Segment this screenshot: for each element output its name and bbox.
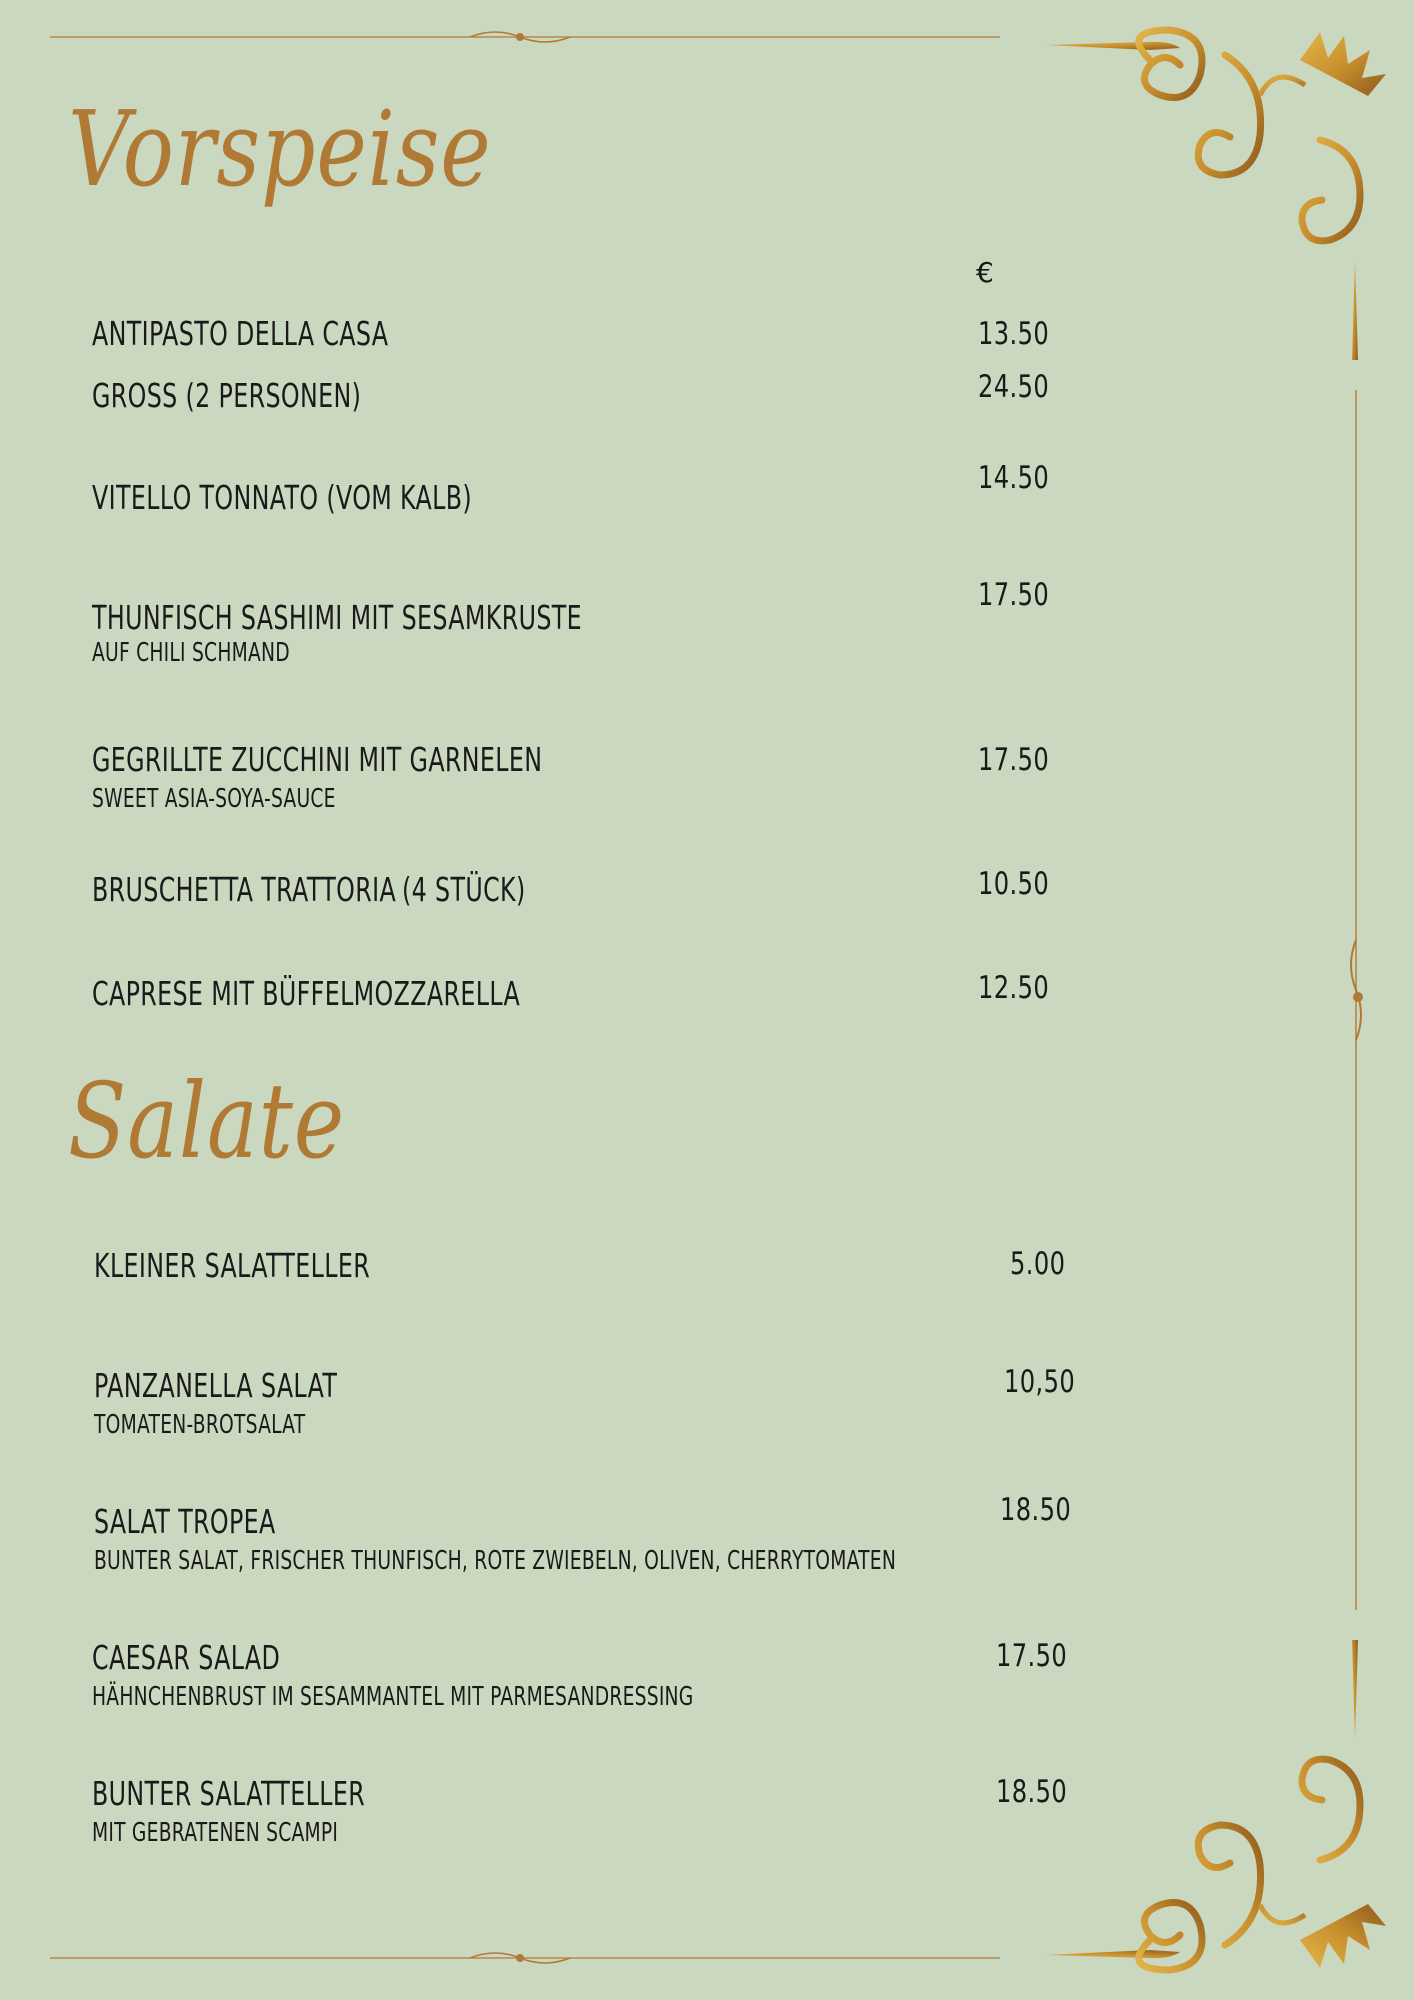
- item-price: 13.50: [978, 316, 1050, 352]
- currency-symbol: €: [976, 256, 994, 289]
- item-price: 18.50: [996, 1774, 1068, 1810]
- item-price: 12.50: [978, 970, 1050, 1006]
- section-title-vorspeise: Vorspeise: [68, 88, 492, 210]
- item-name: SALAT TROPEA: [94, 1502, 276, 1541]
- scroll-ornament-icon: [1046, 30, 1386, 360]
- item-price: 17.50: [978, 742, 1050, 778]
- item-name: GROSS (2 PERSONEN): [92, 376, 362, 415]
- item-name: PANZANELLA SALAT: [94, 1366, 338, 1405]
- item-price: 17.50: [996, 1638, 1068, 1674]
- item-price: 10,50: [1004, 1364, 1076, 1400]
- item-name: CAESAR SALAD: [92, 1638, 281, 1677]
- item-name: GEGRILLTE ZUCCHINI MIT GARNELEN: [92, 740, 543, 779]
- section-title-salate: Salate: [68, 1060, 346, 1182]
- item-name: THUNFISCH SASHIMI MIT SESAMKRUSTE: [92, 598, 583, 637]
- item-price: 5.00: [1010, 1246, 1066, 1282]
- vertical-rule-icon: [1351, 390, 1363, 1610]
- item-description: TOMATEN-BROTSALAT: [94, 1410, 306, 1440]
- item-price: 18.50: [1000, 1492, 1072, 1528]
- item-name: BUNTER SALATTELLER: [92, 1774, 366, 1813]
- item-name: KLEINER SALATTELLER: [94, 1246, 371, 1285]
- item-quantity-note: (4 STÜCK): [402, 870, 526, 909]
- scroll-ornament-icon: [1046, 1640, 1386, 1970]
- item-price: 24.50: [978, 369, 1050, 405]
- item-description: HÄHNCHENBRUST IM SESAMMANTEL MIT PARMESANDRESSING: [92, 1682, 694, 1712]
- item-name: ANTIPASTO DELLA CASA: [92, 314, 389, 353]
- item-description: SWEET ASIA-SOYA-SAUCE: [92, 784, 336, 814]
- top-rule-icon: [50, 32, 1000, 42]
- item-description: BUNTER SALAT, FRISCHER THUNFISCH, ROTE ZWIEBELN, OLIVEN, CHERRYTOMATEN: [94, 1546, 897, 1576]
- item-description: MIT GEBRATENEN SCAMPI: [92, 1818, 339, 1848]
- item-price: 14.50: [978, 460, 1050, 496]
- item-name: BRUSCHETTA TRATTORIA: [92, 870, 397, 909]
- item-name: CAPRESE MIT BÜFFELMOZZARELLA: [92, 974, 521, 1013]
- item-price: 10.50: [978, 866, 1050, 902]
- item-name: VITELLO TONNATO (VOM KALB): [92, 478, 473, 517]
- item-price: 17.50: [978, 577, 1050, 613]
- item-description: AUF CHILI SCHMAND: [92, 638, 290, 668]
- bottom-rule-icon: [50, 1953, 1000, 1963]
